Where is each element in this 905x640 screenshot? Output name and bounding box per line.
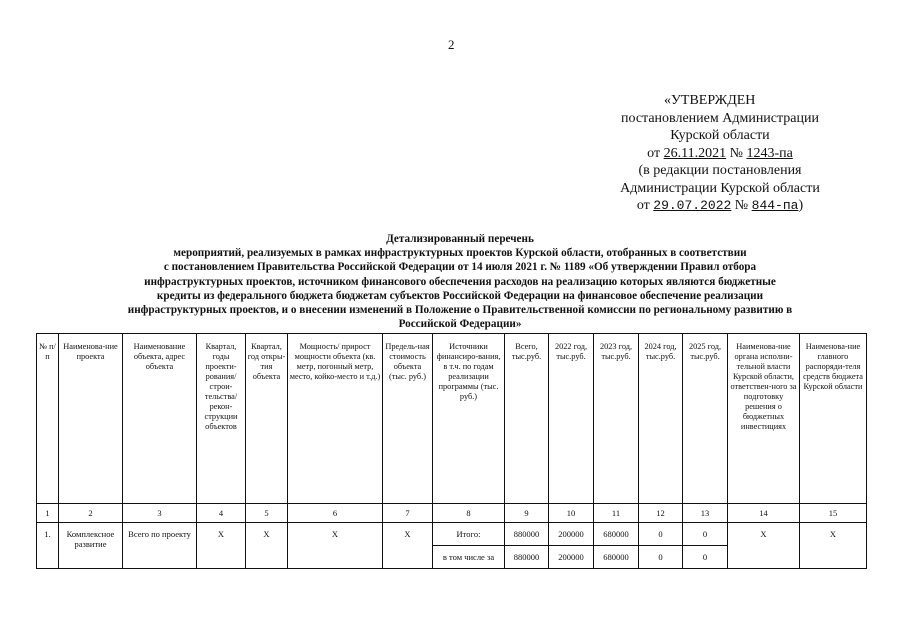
funding-source: Итого: xyxy=(433,523,505,546)
header-cell: Предель-ная стоимость объекта (тыс. руб.) xyxy=(383,334,433,504)
header-cell: 2022 год, тыс.руб. xyxy=(549,334,594,504)
title-line-5: кредиты из федерального бюджета бюджетам субъектов Российской Федерации на финансовое обеспечение реализации xyxy=(156,289,764,302)
title-line-4: инфраструктурных проектов, источником финансового обеспечения расходов на реализацию которых являются бюджетные xyxy=(144,275,776,288)
revision-date: 29.07.2022 xyxy=(653,198,732,213)
column-number: 8 xyxy=(433,504,505,523)
column-number: 7 xyxy=(383,504,433,523)
year-2022-value: 200000 xyxy=(549,523,594,546)
approval-line-6: Администрации Курской области xyxy=(620,180,820,196)
approval-number-sign: № xyxy=(729,145,743,161)
year-2022-value: 200000 xyxy=(549,546,594,569)
max-cost: X xyxy=(383,523,433,569)
approval-line-3: Курской области xyxy=(670,128,770,143)
capacity: X xyxy=(288,523,383,569)
header-cell: Наименование объекта, адрес объекта xyxy=(123,334,197,504)
header-cell: Наименова-ние органа исполни-тельной власти Курской области, ответствен-ного за подготовку решения о бюджетных инвестициях xyxy=(728,334,800,504)
column-number-row xyxy=(37,504,867,523)
quarter-design: X xyxy=(197,523,246,569)
year-2025-value: 0 xyxy=(683,546,728,569)
header-cell: Наименова-ние проекта xyxy=(59,334,123,504)
header-cell: Всего, тыс.руб. xyxy=(505,334,549,504)
approval-date: 26.11.2021 xyxy=(663,145,727,161)
revision-date-prefix: от xyxy=(636,198,650,213)
column-number: 3 xyxy=(123,504,197,523)
column-number: 1 xyxy=(37,504,59,523)
header-cell: 2024 год, тыс.руб. xyxy=(639,334,683,504)
total-value: 880000 xyxy=(505,523,549,546)
revision-number: 844-па xyxy=(751,198,799,213)
column-number: 5 xyxy=(246,504,288,523)
title-line-1: Детализированный перечень xyxy=(386,233,534,245)
header-cell: Мощность/ прирост мощности объекта (кв. метр, погонный метр, место, койко-место и т.д.) xyxy=(288,334,383,504)
responsible-org: X xyxy=(728,523,800,569)
column-number: 13 xyxy=(683,504,728,523)
column-number: 15 xyxy=(800,504,867,523)
object-name: Всего по проекту xyxy=(123,523,197,569)
table-header-row xyxy=(37,334,867,504)
row-number: 1. xyxy=(37,523,59,569)
funding-source: в том числе за xyxy=(433,546,505,569)
approval-line-5: (в редакции постановления xyxy=(638,163,802,178)
header-cell: Квартал, годы проекти-рования/ строи-тельства/ рекон-струкции объектов xyxy=(197,334,246,504)
year-2025-value: 0 xyxy=(683,523,728,546)
header-cell: 2025 год, тыс.руб. xyxy=(683,334,728,504)
column-number: 12 xyxy=(639,504,683,523)
header-cell: № п/п xyxy=(37,334,59,504)
column-number: 10 xyxy=(549,504,594,523)
revision-number-sign: № xyxy=(734,198,749,213)
column-number: 14 xyxy=(728,504,800,523)
approval-line-4 xyxy=(590,145,850,163)
approval-number: 1243-па xyxy=(746,145,793,161)
column-number: 9 xyxy=(505,504,549,523)
year-2024-value: 0 xyxy=(639,523,683,546)
title-line-3: с постановлением Правительства Российской Федерации от 14 июля 2021 г. № 1189 «Об утверждении Правил отбора xyxy=(163,261,757,274)
approval-line-1: «УТВЕРЖДЕН xyxy=(664,93,756,108)
project-name: Комплексное развитие xyxy=(59,523,123,569)
header-cell: Квартал, год откры-тия объекта xyxy=(246,334,288,504)
page-number: 2 xyxy=(448,37,455,52)
year-2024-value: 0 xyxy=(639,546,683,569)
revision-close-paren: ) xyxy=(798,198,804,213)
title-line-6: инфраструктурных проектов, и о внесении изменений в Положение о Правительственной комиссии по региональному развитию в xyxy=(127,304,793,317)
header-cell: Наименова-ние главного распоряди-теля средств бюджета Курской области xyxy=(800,334,867,504)
approval-line-2: постановлением Администрации xyxy=(621,110,819,126)
approval-date-prefix: от xyxy=(647,145,661,161)
document-title xyxy=(60,232,860,331)
projects-table xyxy=(36,333,867,569)
column-number: 4 xyxy=(197,504,246,523)
budget-manager: X xyxy=(800,523,867,569)
year-2023-value: 680000 xyxy=(594,546,639,569)
header-cell: 2023 год, тыс.руб. xyxy=(594,334,639,504)
quarter-open: X xyxy=(246,523,288,569)
table-row xyxy=(37,523,867,546)
column-number: 2 xyxy=(59,504,123,523)
column-number: 6 xyxy=(288,504,383,523)
title-line-7: Российской Федерации» xyxy=(398,318,522,331)
header-cell: Источники финансиро-вания, в т.ч. по годам реализации программы (тыс. руб.) xyxy=(433,334,505,504)
year-2023-value: 680000 xyxy=(594,523,639,546)
total-value: 880000 xyxy=(505,546,549,569)
approval-stamp xyxy=(590,92,850,215)
title-line-2: мероприятий, реализуемых в рамках инфраструктурных проектов Курской области, отобранных в соответствии xyxy=(173,247,747,260)
approval-line-7 xyxy=(590,197,850,215)
column-number: 11 xyxy=(594,504,639,523)
